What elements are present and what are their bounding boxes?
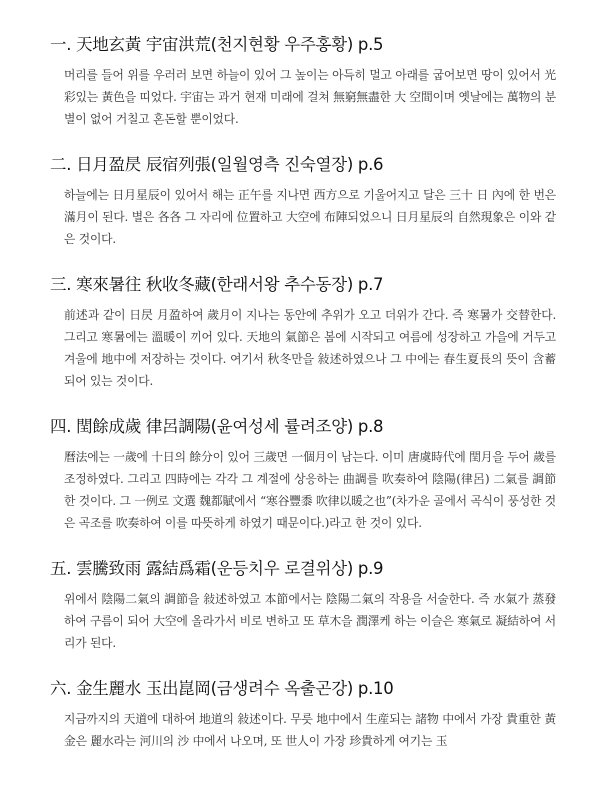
- section-6: [50, 678, 556, 752]
- section-body: 曆法에는 一歲에 十日의 餘分이 있어 三歲면 一個月이 남는다. 이미 唐虞時代에 閏月을 두어 歲를 조정하였다. 그리고 四時에는 각각 그 계절에 상응하는 曲調를 吹奏하여 陰陽(律呂) 二氣를 調節한 것이다. 그 一例로 文選 魏都賦에서 “寒谷豐黍 吹律以暖之也”(차가운 골에서 곡식이 풍성한 것은 곡조를 吹奏하여 이를 따뜻하게 하였기 때문이다.)라고 한 것이 있다.: [64, 450, 556, 530]
- section-5: [50, 558, 556, 654]
- section-heading: 三. 寒來暑往 秋收冬藏(한래서왕 추수동장) p.7: [50, 275, 384, 294]
- section-heading: 一. 天地玄黃 宇宙洪荒(천지현황 우주홍황) p.5: [50, 35, 384, 54]
- section-heading: 六. 金生麗水 玉出崑岡(금생려수 옥출곤강) p.10: [50, 679, 394, 698]
- section-heading: 五. 雲騰致雨 露結爲霜(운등치우 로결위상) p.9: [50, 559, 384, 578]
- section-body: 지금까지의 天道에 대하여 地道의 敍述이다. 무릇 地中에서 生産되는 諸物 中에서 가장 貴重한 黃金은 麗水라는 河川의 沙 中에서 나오며, 또 世人이 가장 珍貴하게 여기는 玉: [64, 712, 556, 748]
- section-2: [50, 154, 556, 250]
- section-4: [50, 416, 556, 534]
- section-body: 위에서 陰陽二氣의 調節을 敍述하였고 本節에서는 陰陽二氣의 작용을 서술한다. 즉 水氣가 蒸發하여 구름이 되어 大空에 올라가서 비로 변하고 또 草木을 潤澤케 하는 이슬은 寒氣로 凝結하여 서리가 된다.: [64, 592, 556, 650]
- section-heading: 四. 閏餘成歲 律呂調陽(윤여성세 률려조양) p.8: [50, 417, 384, 436]
- section-body: 前述과 같이 日昃 月盈하여 歲月이 지나는 동안에 추위가 오고 더위가 간다. 즉 寒暑가 交替한다. 그리고 寒暑에는 溫暖이 끼어 있다. 天地의 氣節은 봄에 시작되고 여름에 성장하고 가을에 거두고 겨울에 地中에 저장하는 것이다. 여기서 秋冬만을 敍述하였으나 그 中에는 春生夏長의 뜻이 含蓄되어 있는 것이다.: [64, 308, 556, 388]
- section-body: 하늘에는 日月星辰이 있어서 해는 正午를 지나면 西方으로 기울어지고 달은 三十 日 內에 한 번은 滿月이 된다. 별은 各各 그 자리에 位置하고 大空에 布陣되었으니 日月星辰의 自然現象은 이와 같은 것이다.: [64, 188, 556, 246]
- section-1: [50, 34, 556, 130]
- section-3: [50, 274, 556, 392]
- section-body: 머리를 들어 위를 우러러 보면 하늘이 있어 그 높이는 아득히 멀고 아래를 굽어보면 땅이 있어서 光彩있는 黃色을 띠었다. 宇宙는 과거 현재 미래에 걸쳐 無窮無盡한 大 空間이며 옛날에는 萬物의 분별이 없어 거칠고 혼돈할 뿐이었다.: [64, 68, 556, 126]
- section-heading: 二. 日月盈昃 辰宿列張(일월영측 진숙열장) p.6: [50, 155, 384, 174]
